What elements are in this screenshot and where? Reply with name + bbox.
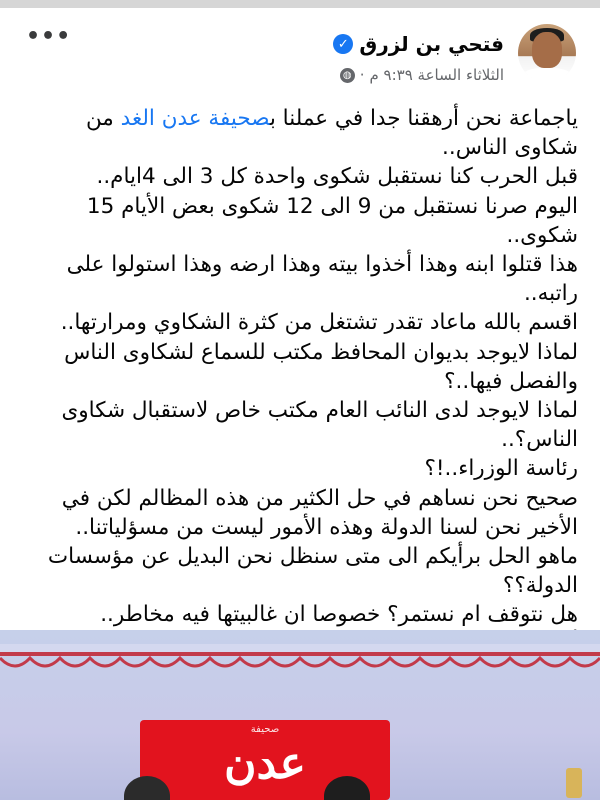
top-divider	[0, 0, 600, 8]
globe-icon[interactable]: ◍	[340, 68, 355, 83]
author-name[interactable]: فتحي بن لزرق	[359, 32, 504, 56]
page-link[interactable]: صحيفة عدن الغد	[120, 106, 270, 131]
post-paragraph: لماذا لايوجد لدى النائب العام مكتب خاص لاستقبال شكاوى الناس؟..	[61, 398, 578, 453]
post-timestamp[interactable]: الثلاثاء الساعة ٩:٣٩ م	[369, 66, 504, 84]
avatar[interactable]	[518, 24, 576, 82]
decorative-molding	[0, 644, 600, 674]
post-paragraph	[18, 104, 578, 162]
sign-logo-text: عدن	[224, 738, 306, 789]
post-body	[18, 104, 578, 659]
meta-separator: ·	[359, 66, 365, 84]
sign-small-text: صحيفة	[250, 724, 280, 735]
post-paragraph: هل نتوقف ام نستمر؟ خصوصا ان غالبيتها فيه مخاطر..	[100, 602, 578, 628]
more-horizontal-icon: •••	[26, 24, 72, 49]
post-paragraph: صحيح نحن نساهم في حل الكثير من هذه المظالم لكن في الأخير نحن لسنا الدولة وهذه الأمور ليست من مسؤلياتنا..	[61, 485, 578, 540]
post-opening: ياجماعة نحن أرهقنا جدا في عملنا ب	[269, 106, 578, 131]
post-paragraph: لماذا لايوجد بديوان المحافظ مكتب للسماع لشكاوى الناس والفصل فيها..؟	[64, 339, 578, 394]
post-opening-tail: من شكاوى الناس..	[85, 106, 578, 161]
post-paragraph: اليوم صرنا نستقبل من 9 الى 12 شكوى بعض الأيام 15 شكوى..	[86, 193, 578, 248]
lamp	[566, 768, 582, 798]
verified-badge-icon: ✓	[333, 34, 353, 54]
facebook-post	[0, 8, 600, 800]
post-paragraph: اقسم بالله ماعاد تقدر تشتغل من كثرة الشكاوي ومرارتها..	[60, 310, 578, 336]
post-photo[interactable]	[0, 630, 600, 800]
author-row	[333, 32, 504, 56]
post-paragraph: هذا قتلوا ابنه وهذا أخذوا بيته وهذا ارضه وهذا استولوا على راتبه..	[66, 252, 578, 307]
post-paragraph: رئاسة الوزراء..!؟	[424, 456, 578, 482]
more-options-button[interactable]	[26, 24, 72, 49]
post-paragraph: قبل الحرب كنا نستقبل شكوى واحدة كل 3 الى 4ايام..	[96, 164, 578, 190]
post-meta	[340, 66, 504, 84]
post-paragraph: ماهو الحل برأيكم الى متى سنظل نحن البديل عن مؤسسات الدولة؟؟	[47, 544, 578, 599]
